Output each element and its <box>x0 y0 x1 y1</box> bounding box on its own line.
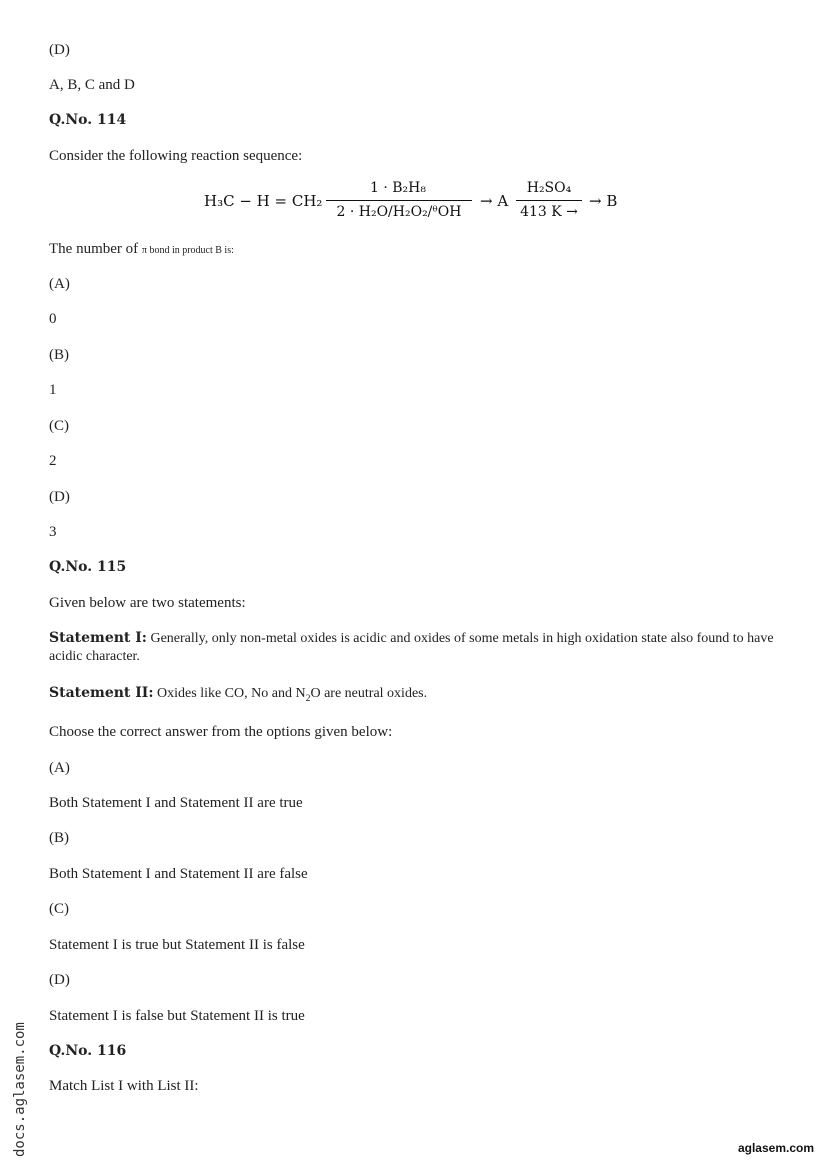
statement-two-subscript: 2 <box>305 692 311 704</box>
brand-logo-text: aglasem.com <box>737 1141 814 1155</box>
question-prompt: Given below are two statements: <box>49 595 246 611</box>
option-text: Statement I is true but Statement II is false <box>49 937 305 953</box>
equation-reactant: H₃C − H = CH₂ <box>204 192 323 210</box>
question-text-main: The number of <box>49 241 142 257</box>
equation-product-a: → A <box>480 192 509 210</box>
equation-product-b: → B <box>589 192 618 210</box>
option-label: (D) <box>49 972 70 988</box>
option-label: (C) <box>49 418 69 434</box>
option-text: 1 <box>49 382 57 398</box>
option-label: (C) <box>49 901 69 917</box>
option-text: Statement I is false but Statement II is true <box>49 1008 305 1024</box>
statement-one-text: Generally, only non-metal oxides is acidic and oxides of some metals in high oxidation state also found to have acidic character. <box>49 631 774 664</box>
equation-fraction-bar <box>516 200 582 201</box>
option-label: (D) <box>49 489 70 505</box>
statement-two-text: Oxides like CO, No and N <box>153 686 306 701</box>
statement-one-label: Statement I: <box>49 630 147 646</box>
reaction-equation <box>0 180 826 224</box>
option-label: (B) <box>49 830 69 846</box>
watermark-text: docs.aglasem.com <box>12 1022 28 1157</box>
equation-step2-reagent: H₂SO₄ <box>526 180 572 196</box>
option-text: Both Statement I and Statement II are true <box>49 795 303 811</box>
question-number: Q.No. 116 <box>49 1043 127 1059</box>
option-label: (A) <box>49 276 70 292</box>
question-text-small: π bond in product B is: <box>141 245 234 256</box>
question-prompt: Match List I with List II: <box>49 1078 199 1094</box>
equation-step1-reagent: 1 · B₂H₈ <box>370 180 426 196</box>
option-text: 3 <box>49 524 57 540</box>
question-text <box>49 241 234 259</box>
option-text: A, B, C and D <box>49 77 135 93</box>
option-label: (B) <box>49 347 69 363</box>
statement-one <box>49 629 779 666</box>
option-text: 2 <box>49 453 57 469</box>
option-label: (A) <box>49 760 70 776</box>
question-prompt: Consider the following reaction sequence: <box>49 148 303 164</box>
statement-two <box>49 684 779 708</box>
statement-two-text-end: O are neutral oxides. <box>310 686 428 701</box>
question-number: Q.No. 115 <box>49 559 127 575</box>
question-instruction: Choose the correct answer from the options given below: <box>49 724 393 740</box>
equation-fraction-bar <box>326 200 472 201</box>
equation-step2-conditions: 413 K → <box>520 204 578 220</box>
equation-step1-conditions: 2 · H₂O/H₂O₂/ᶿOH <box>336 204 462 220</box>
option-text: 0 <box>49 311 57 327</box>
question-number: Q.No. 114 <box>49 112 127 128</box>
option-label: (D) <box>49 42 70 58</box>
option-text: Both Statement I and Statement II are false <box>49 866 308 882</box>
statement-two-label: Statement II: <box>49 685 154 701</box>
